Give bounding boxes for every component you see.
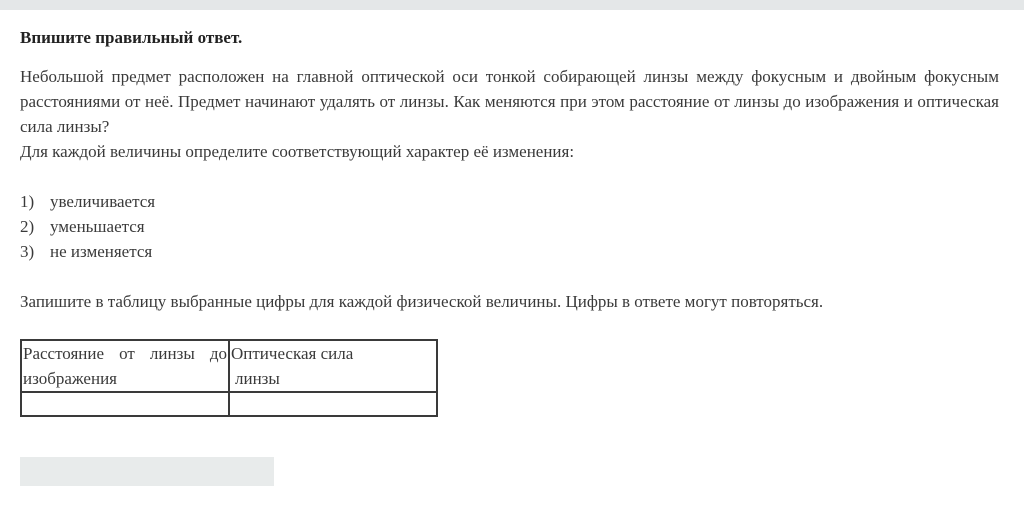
option-label: уменьшается	[50, 217, 145, 236]
option-number: 3)	[20, 242, 35, 261]
option-number: 2)	[20, 217, 35, 236]
header-optical-power	[229, 340, 437, 392]
task-instruction: Впишите правильный ответ.	[20, 28, 243, 47]
header-optical-power-line1: Оптическая сила	[231, 344, 354, 363]
top-bar	[0, 0, 1024, 10]
option-item	[20, 239, 999, 264]
option-label: увеличивается	[50, 192, 156, 211]
option-label: не изменяется	[50, 242, 153, 261]
answer-cell-optical-power[interactable]	[229, 392, 437, 416]
header-image-distance	[21, 340, 229, 392]
answer-input-placeholder[interactable]	[20, 457, 274, 486]
question-text: Небольшой предмет расположен на главной оптической оси тонкой собирающей линзы между фокусным и двойным фокусным расстояниями от неё. Предмет начинают удалять от линзы. Как меняются при этом расстояние от линзы до изображения и оптическая сила линзы?	[20, 67, 999, 136]
question-prompt: Для каждой величины определите соответствующий характер её изменения:	[20, 142, 575, 161]
option-number: 1)	[20, 192, 35, 211]
answer-table	[20, 339, 438, 417]
header-image-distance-line2: изображения	[23, 369, 117, 388]
header-optical-power-line2: линзы	[235, 369, 280, 388]
task-content	[20, 25, 999, 417]
options-list	[20, 189, 999, 264]
option-item	[20, 189, 999, 214]
answer-cell-image-distance[interactable]	[21, 392, 229, 416]
table-instruction: Запишите в таблицу выбранные цифры для каждой физической величины. Цифры в ответе могут повторяться.	[20, 292, 824, 311]
header-image-distance-line1: Расстояние от линзы до	[23, 344, 227, 363]
table-header-row	[21, 340, 437, 392]
table-answer-row	[21, 392, 437, 416]
option-item	[20, 214, 999, 239]
